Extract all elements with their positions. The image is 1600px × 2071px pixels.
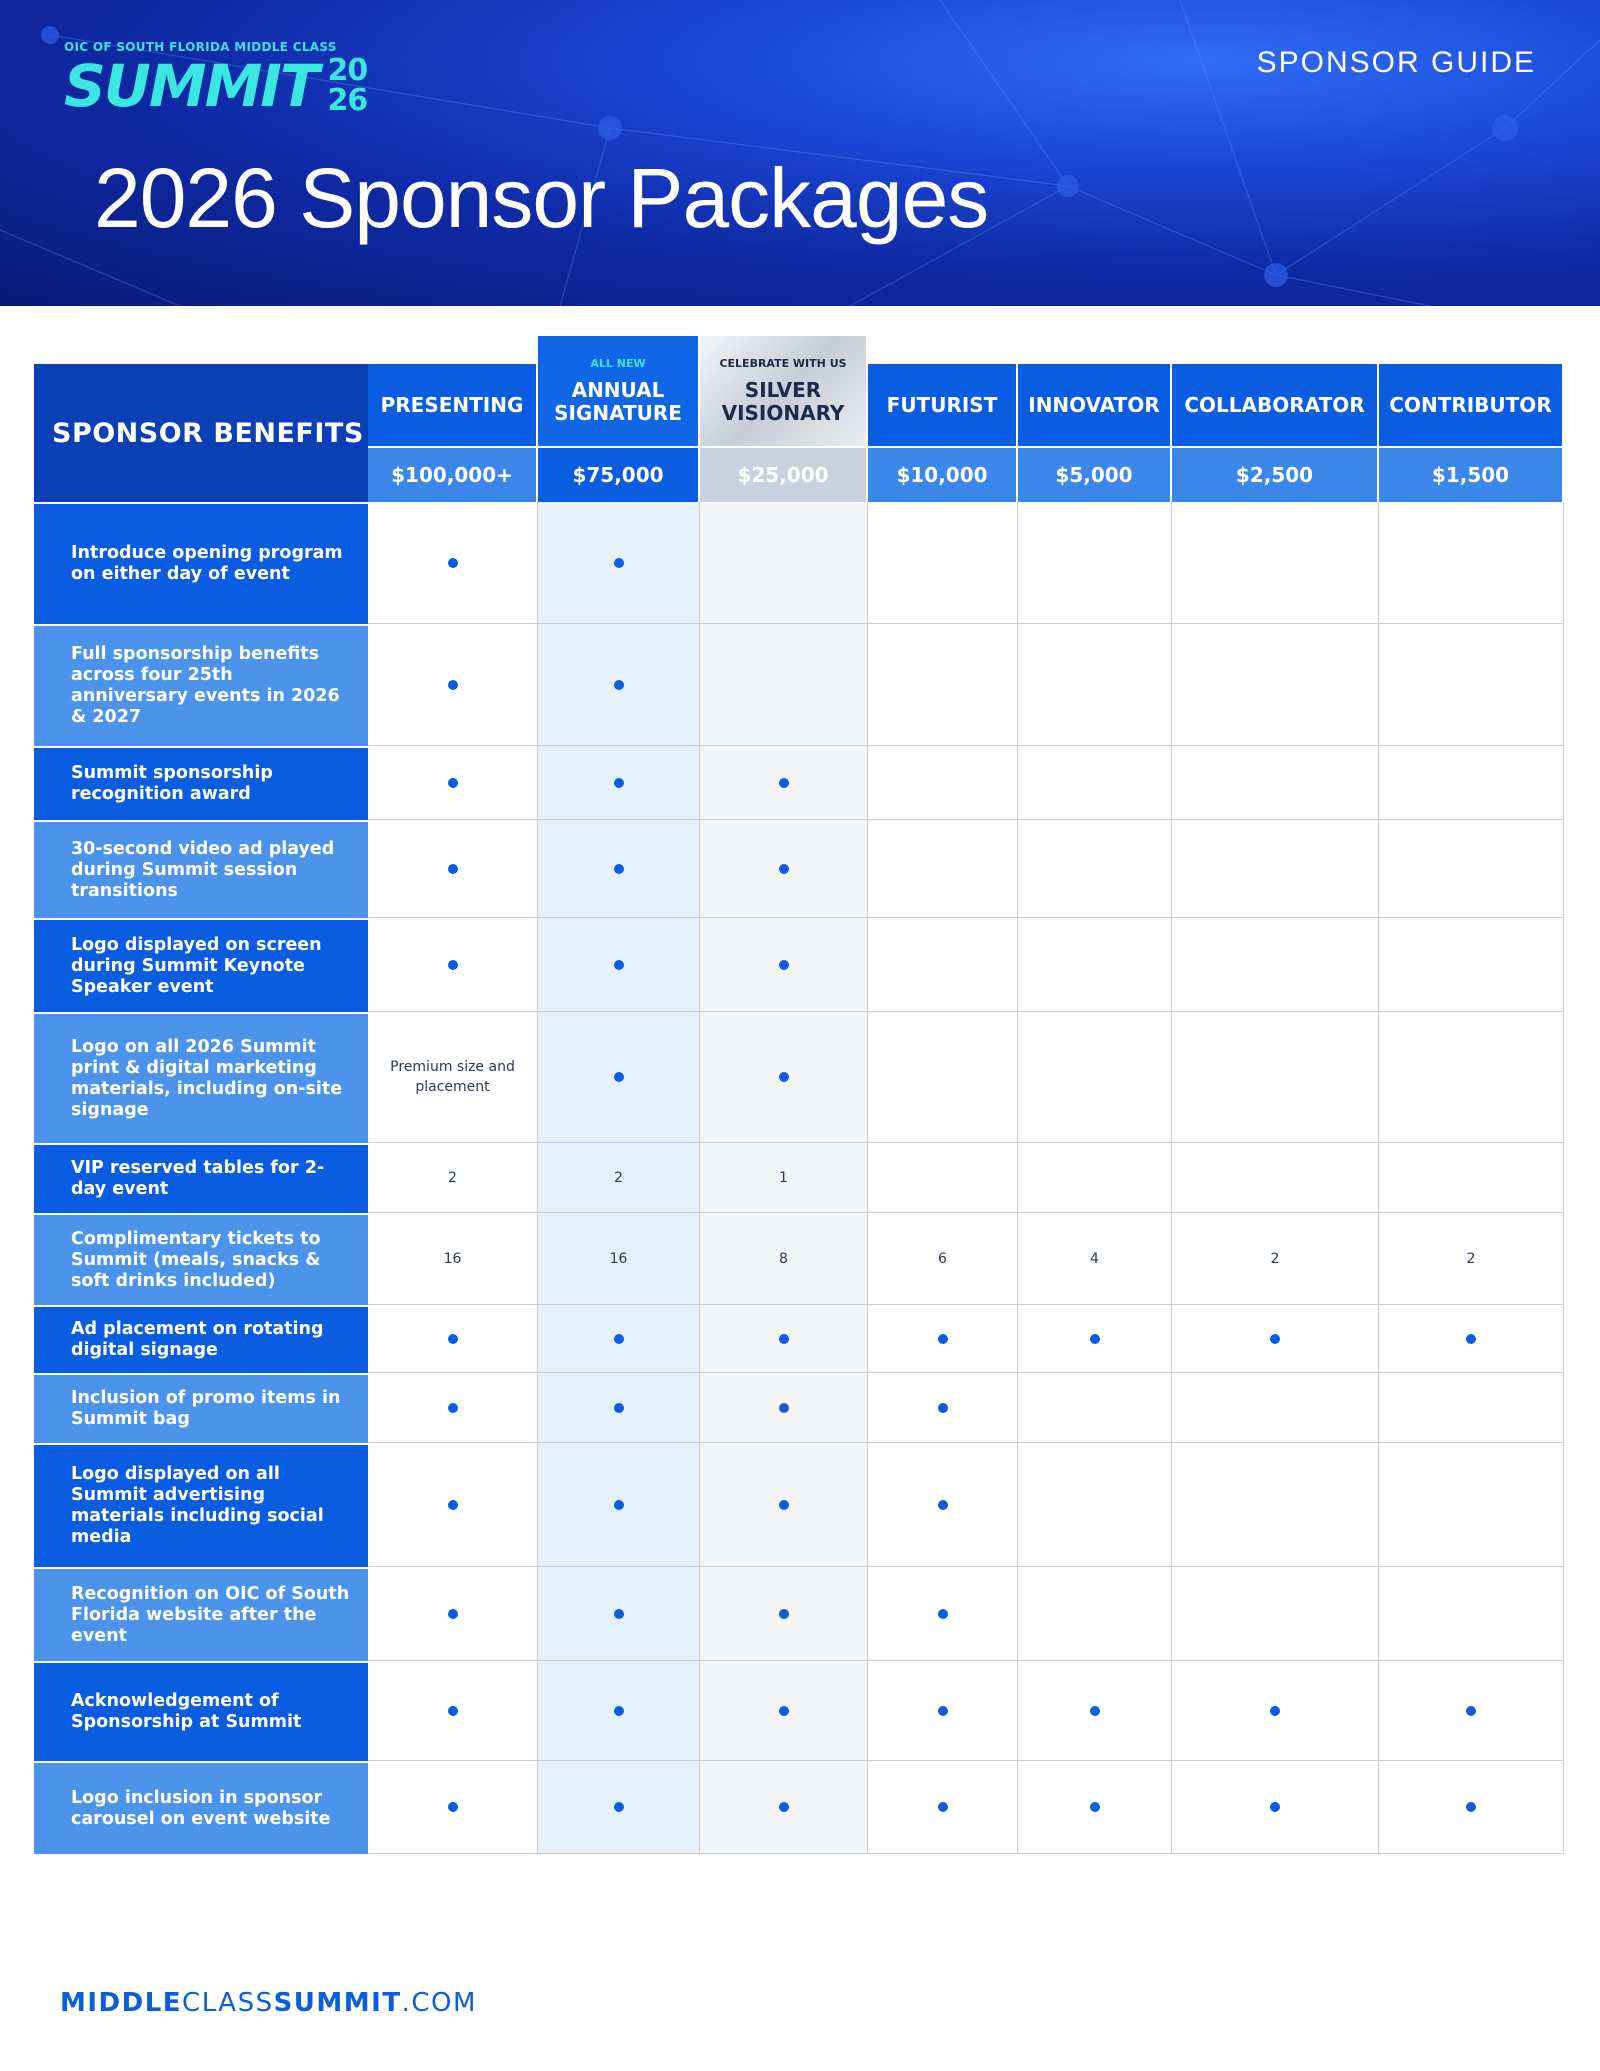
included-dot-icon <box>779 1072 789 1082</box>
tier-price-6: $1,500 <box>1379 446 1564 502</box>
benefit-value <box>868 1213 1018 1305</box>
tier-name: SILVER VISIONARY <box>721 378 845 425</box>
included-dot-icon <box>448 960 458 970</box>
included-dot-icon <box>779 778 789 788</box>
tier-name: CONTRIBUTOR <box>1389 392 1552 417</box>
benefit-value <box>1172 624 1379 746</box>
benefit-value <box>368 1373 538 1443</box>
header-banner <box>0 0 1600 306</box>
logo-year-bottom: 26 <box>327 83 368 118</box>
benefit-value <box>538 918 700 1012</box>
benefit-value <box>368 1213 538 1305</box>
value-text: 8 <box>779 1250 788 1267</box>
benefit-label: Recognition on OIC of South Florida website after the event <box>34 1567 368 1661</box>
tier-price-1: $75,000 <box>538 446 700 502</box>
logo-org-name: OIC OF SOUTH FLORIDA MIDDLE CLASS <box>64 40 337 54</box>
benefit-value <box>1379 1567 1564 1661</box>
benefit-value <box>1172 1305 1379 1373</box>
benefit-value <box>700 502 868 624</box>
tier-header-6 <box>1379 364 1564 446</box>
benefit-value <box>700 918 868 1012</box>
benefit-value <box>1018 1567 1172 1661</box>
benefit-value <box>538 1143 700 1213</box>
benefit-value <box>368 746 538 820</box>
benefit-value <box>1172 746 1379 820</box>
benefit-value <box>538 1213 700 1305</box>
benefit-value <box>1172 1443 1379 1567</box>
benefit-value <box>700 746 868 820</box>
included-dot-icon <box>614 778 624 788</box>
included-dot-icon <box>938 1609 948 1619</box>
benefit-label: Full sponsorship benefits across four 25th anniversary events in 2026 & 2027 <box>34 624 368 746</box>
footer-part-1: MIDDLE <box>60 1988 183 2018</box>
included-dot-icon <box>614 1334 624 1344</box>
tier-name: FUTURIST <box>886 392 998 417</box>
benefit-label: VIP reserved tables for 2-day event <box>34 1143 368 1213</box>
benefit-value <box>1172 820 1379 918</box>
included-dot-icon <box>448 864 458 874</box>
benefit-value <box>868 1443 1018 1567</box>
benefit-value <box>538 502 700 624</box>
benefit-value <box>538 1373 700 1443</box>
benefit-value <box>868 502 1018 624</box>
included-dot-icon <box>448 558 458 568</box>
tier-header-4 <box>1018 364 1172 446</box>
benefit-value <box>1379 820 1564 918</box>
included-dot-icon <box>448 778 458 788</box>
benefit-value <box>1379 746 1564 820</box>
benefit-label: Inclusion of promo items in Summit bag <box>34 1373 368 1443</box>
included-dot-icon <box>448 680 458 690</box>
tier-price-5: $2,500 <box>1172 446 1379 502</box>
value-text: 16 <box>443 1250 462 1267</box>
benefit-value <box>368 624 538 746</box>
included-dot-icon <box>614 960 624 970</box>
included-dot-icon <box>1090 1802 1100 1812</box>
benefit-value <box>1018 1373 1172 1443</box>
benefit-value <box>700 820 868 918</box>
benefit-value <box>868 1143 1018 1213</box>
benefit-value <box>368 1305 538 1373</box>
benefit-value <box>368 820 538 918</box>
included-dot-icon <box>448 1802 458 1812</box>
included-dot-icon <box>779 1802 789 1812</box>
tier-price-0: $100,000+ <box>368 446 538 502</box>
benefit-value <box>1172 502 1379 624</box>
benefit-value <box>700 1012 868 1143</box>
tier-name: ANNUAL SIGNATURE <box>554 378 682 425</box>
value-text: 1 <box>779 1169 788 1186</box>
benefit-value <box>1018 746 1172 820</box>
included-dot-icon <box>614 1500 624 1510</box>
tier-tag: ALL NEW <box>590 357 646 370</box>
benefit-value <box>868 918 1018 1012</box>
included-dot-icon <box>779 1500 789 1510</box>
benefit-value <box>1018 820 1172 918</box>
included-dot-icon <box>614 1072 624 1082</box>
tier-name: PRESENTING <box>380 392 524 417</box>
footer-part-2: CLASS <box>182 1988 274 2018</box>
included-dot-icon <box>779 1609 789 1619</box>
included-dot-icon <box>938 1802 948 1812</box>
tier-header-5 <box>1172 364 1379 446</box>
benefit-value <box>538 1305 700 1373</box>
benefit-value <box>1379 1373 1564 1443</box>
included-dot-icon <box>1270 1334 1280 1344</box>
included-dot-icon <box>448 1706 458 1716</box>
benefit-value <box>1018 1443 1172 1567</box>
tier-header-2 <box>700 336 868 446</box>
benefit-value <box>868 746 1018 820</box>
benefit-value <box>700 1443 868 1567</box>
benefit-value <box>538 1012 700 1143</box>
benefit-value <box>1379 624 1564 746</box>
included-dot-icon <box>614 1706 624 1716</box>
included-dot-icon <box>1090 1706 1100 1716</box>
benefit-value <box>1172 1143 1379 1213</box>
included-dot-icon <box>614 1802 624 1812</box>
included-dot-icon <box>779 864 789 874</box>
benefit-value <box>368 1012 538 1143</box>
benefit-value <box>538 1661 700 1761</box>
value-text: 2 <box>614 1169 623 1186</box>
benefit-value <box>868 1373 1018 1443</box>
benefit-value <box>1379 1143 1564 1213</box>
benefit-value <box>1379 1761 1564 1854</box>
benefit-value <box>538 1567 700 1661</box>
benefit-value <box>538 746 700 820</box>
tier-header-0 <box>368 364 538 446</box>
included-dot-icon <box>1466 1802 1476 1812</box>
included-dot-icon <box>1466 1334 1476 1344</box>
benefit-value <box>868 1305 1018 1373</box>
benefit-label: Logo displayed on screen during Summit Keynote Speaker event <box>34 918 368 1012</box>
benefit-value <box>868 1567 1018 1661</box>
included-dot-icon <box>938 1403 948 1413</box>
benefit-value <box>1379 502 1564 624</box>
value-text: 2 <box>448 1169 457 1186</box>
included-dot-icon <box>779 1706 789 1716</box>
benefit-value <box>1379 1012 1564 1143</box>
tier-name: INNOVATOR <box>1028 392 1160 417</box>
included-dot-icon <box>1466 1706 1476 1716</box>
benefit-value <box>368 1761 538 1854</box>
included-dot-icon <box>779 960 789 970</box>
summit-logo <box>64 40 368 120</box>
benefit-value <box>700 1761 868 1854</box>
included-dot-icon <box>614 864 624 874</box>
benefit-value <box>1379 1661 1564 1761</box>
benefit-label: 30-second video ad played during Summit session transitions <box>34 820 368 918</box>
included-dot-icon <box>938 1500 948 1510</box>
website-link[interactable] <box>60 1988 477 2018</box>
included-dot-icon <box>448 1403 458 1413</box>
benefit-value <box>700 1373 868 1443</box>
benefit-value <box>868 820 1018 918</box>
benefit-value <box>868 1761 1018 1854</box>
tier-price-3: $10,000 <box>868 446 1018 502</box>
benefit-label: Complimentary tickets to Summit (meals, snacks & soft drinks included) <box>34 1213 368 1305</box>
value-text: 16 <box>609 1250 628 1267</box>
benefit-value <box>1172 1373 1379 1443</box>
value-text: Premium size and placement <box>390 1059 515 1095</box>
tier-price-2: $25,000 <box>700 446 868 502</box>
included-dot-icon <box>448 1500 458 1510</box>
benefit-value <box>538 1443 700 1567</box>
included-dot-icon <box>614 558 624 568</box>
included-dot-icon <box>779 1334 789 1344</box>
benefit-value <box>538 820 700 918</box>
included-dot-icon <box>1090 1334 1100 1344</box>
benefits-header: SPONSOR BENEFITS <box>34 364 368 502</box>
benefit-value <box>700 1661 868 1761</box>
included-dot-icon <box>938 1706 948 1716</box>
included-dot-icon <box>938 1334 948 1344</box>
benefit-value <box>1018 624 1172 746</box>
benefit-value <box>700 1213 868 1305</box>
benefit-value <box>1018 1661 1172 1761</box>
benefit-value <box>368 1143 538 1213</box>
benefit-value <box>1172 1567 1379 1661</box>
included-dot-icon <box>614 680 624 690</box>
benefit-value <box>1018 1761 1172 1854</box>
benefit-value <box>1379 1443 1564 1567</box>
benefit-value <box>1018 1213 1172 1305</box>
benefit-value <box>1379 918 1564 1012</box>
benefit-value <box>700 1143 868 1213</box>
included-dot-icon <box>1270 1802 1280 1812</box>
benefit-value <box>1018 1012 1172 1143</box>
logo-word: SUMMIT <box>64 52 318 120</box>
benefit-label: Acknowledgement of Sponsorship at Summit <box>34 1661 368 1761</box>
value-text: 6 <box>938 1250 947 1267</box>
footer-part-4: .COM <box>401 1988 477 2018</box>
value-text: 2 <box>1466 1250 1476 1267</box>
benefit-label: Introduce opening program on either day of event <box>34 502 368 624</box>
benefit-value <box>1379 1213 1564 1305</box>
value-text: 4 <box>1090 1250 1099 1267</box>
tier-name: COLLABORATOR <box>1184 392 1365 417</box>
benefit-value <box>1172 1761 1379 1854</box>
benefit-value <box>1172 1661 1379 1761</box>
benefit-value <box>868 1661 1018 1761</box>
benefit-label: Logo on all 2026 Summit print & digital marketing materials, including on-site signage <box>34 1012 368 1143</box>
logo-year-top: 20 <box>327 53 368 88</box>
benefit-value <box>538 624 700 746</box>
benefit-value <box>538 1761 700 1854</box>
tier-price-4: $5,000 <box>1018 446 1172 502</box>
benefit-value <box>700 1305 868 1373</box>
benefit-value <box>1172 1012 1379 1143</box>
logo-year <box>327 53 368 118</box>
benefit-value <box>1018 502 1172 624</box>
benefit-value <box>368 1661 538 1761</box>
included-dot-icon <box>779 1403 789 1413</box>
benefit-value <box>700 1567 868 1661</box>
included-dot-icon <box>614 1403 624 1413</box>
benefit-value <box>868 1012 1018 1143</box>
included-dot-icon <box>448 1609 458 1619</box>
benefit-value <box>1172 918 1379 1012</box>
benefit-value <box>368 1567 538 1661</box>
benefit-label: Logo inclusion in sponsor carousel on event website <box>34 1761 368 1854</box>
benefit-label: Ad placement on rotating digital signage <box>34 1305 368 1373</box>
benefit-label: Summit sponsorship recognition award <box>34 746 368 820</box>
benefit-value <box>368 502 538 624</box>
footer-part-3: SUMMIT <box>273 1988 402 2018</box>
tier-header-3 <box>868 364 1018 446</box>
benefit-value <box>368 1443 538 1567</box>
benefit-value <box>1172 1213 1379 1305</box>
page-title: 2026 Sponsor Packages <box>94 151 989 245</box>
included-dot-icon <box>1270 1706 1280 1716</box>
benefit-value <box>1018 1143 1172 1213</box>
value-text: 2 <box>1270 1250 1280 1267</box>
included-dot-icon <box>448 1334 458 1344</box>
benefit-value <box>700 624 868 746</box>
benefit-value <box>1018 1305 1172 1373</box>
benefit-value <box>1018 918 1172 1012</box>
tier-tag: CELEBRATE WITH US <box>719 357 847 370</box>
included-dot-icon <box>614 1609 624 1619</box>
tier-header-1 <box>538 336 700 446</box>
benefit-value <box>368 918 538 1012</box>
benefit-value <box>868 624 1018 746</box>
sponsor-guide-label: SPONSOR GUIDE <box>1256 46 1536 79</box>
benefit-value <box>1379 1305 1564 1373</box>
benefit-label: Logo displayed on all Summit advertising materials including social media <box>34 1443 368 1567</box>
